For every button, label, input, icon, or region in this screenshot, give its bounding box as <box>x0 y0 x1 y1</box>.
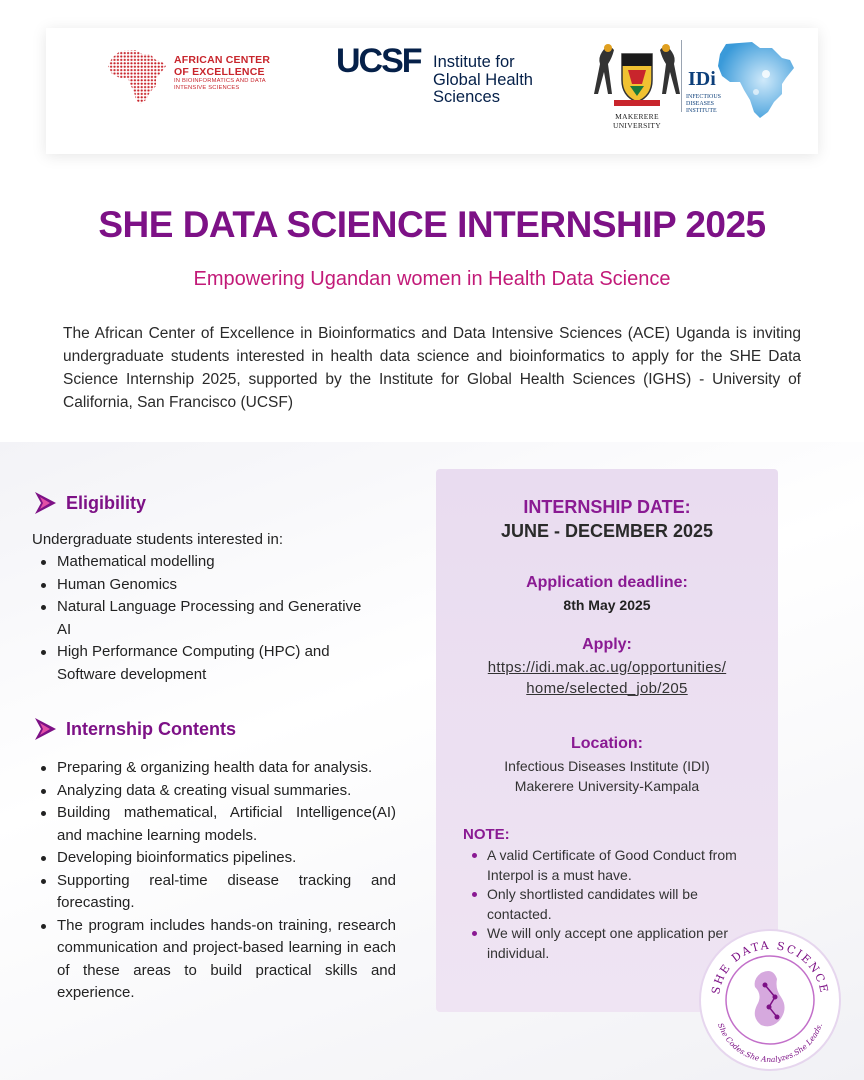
list-item: We will only accept one application per individual. <box>469 924 759 963</box>
apply-link-line-1[interactable]: https://idi.mak.ac.ug/opportunities/ <box>487 659 727 676</box>
location-label: Location: <box>571 735 643 752</box>
page-subtitle: Empowering Ugandan women in Health Data Science <box>193 268 671 290</box>
she-data-science-badge-icon <box>695 925 845 1075</box>
makerere-caption: MAKERERE UNIVERSITY <box>613 112 661 130</box>
list-item: Mathematical modelling <box>37 551 377 574</box>
idi-caption-line-1: INFECTIOUS <box>686 94 722 100</box>
contents-list <box>37 757 396 1005</box>
idi-logo <box>686 40 796 120</box>
ace-name-line-1: AFRICAN CENTER <box>174 54 271 66</box>
page-title: SHE DATA SCIENCE INTERNSHIP 2025 <box>98 204 766 245</box>
contents-heading <box>32 716 236 742</box>
eligibility-title: Eligibility <box>66 492 147 513</box>
makerere-logo <box>592 40 682 130</box>
badge-top-text: SHE DATA SCIENCE <box>709 938 831 996</box>
deadline-value: 8th May 2025 <box>563 597 651 613</box>
note-label: NOTE: <box>463 826 510 843</box>
deadline-label: Application deadline: <box>526 574 688 591</box>
eligibility-heading <box>32 490 146 516</box>
internship-date-value: JUNE - DECEMBER 2025 <box>500 521 714 541</box>
ucsf-text-line-1: Institute for <box>433 53 515 71</box>
list-item: Natural Language Processing and Generative AI <box>37 596 377 641</box>
list-item: A valid Certificate of Good Conduct from Interpol is a must have. <box>469 846 759 885</box>
she-data-science-badge <box>695 925 845 1075</box>
partner-logos <box>46 28 818 154</box>
location-line-1: Infectious Diseases Institute (IDI) <box>504 758 710 774</box>
intro-paragraph: The African Center of Excellence in Bioinformatics and Data Intensive Sciences (ACE) Uganda is inviting undergraduate students interested in health data science and bioinformatics to apply for the SHE Data Science Internship 2025, supported by the Institute for Global Health Sciences (IGHS) - University of California, San Francisco (UCSF) <box>63 325 801 411</box>
ace-name-line-3: IN BIOINFORMATICS AND DATA <box>174 78 266 84</box>
arrow-right-icon <box>32 490 58 516</box>
ace-name-line-2: OF EXCELLENCE <box>174 66 265 78</box>
location-line-2: Makerere University-Kampala <box>514 778 700 794</box>
idi-wordmark: IDi <box>688 68 716 90</box>
badge-bottom-text: She Codes.She Analyzes.She Leads. <box>715 1021 825 1065</box>
list-item: Building mathematical, Artificial Intelligence(AI) and machine learning models. <box>37 802 396 847</box>
ucsf-text-line-2: Global Health <box>433 70 533 89</box>
internship-date-label: INTERNSHIP DATE: <box>523 497 691 517</box>
arrow-right-icon <box>32 716 58 742</box>
list-item: Human Genomics <box>37 574 377 597</box>
eligibility-list <box>37 551 377 686</box>
ucsf-logo <box>336 42 566 122</box>
idi-caption-line-2: DISEASES <box>686 101 715 107</box>
contents-title: Internship Contents <box>66 718 236 739</box>
ace-logo <box>106 48 286 108</box>
list-item: Only shortlisted candidates will be contacted. <box>469 885 759 924</box>
makerere-crest-icon <box>592 40 682 112</box>
list-item: Developing bioinformatics pipelines. <box>37 847 396 870</box>
list-item: The program includes hands-on training, research communication and project-based learning in each of these areas to build practical skills and experience. <box>37 915 396 1005</box>
logo-divider <box>681 40 682 112</box>
idi-caption <box>686 94 721 115</box>
list-item: Supporting real-time disease tracking and forecasting. <box>37 870 396 915</box>
ace-name-line-4: INTENSIVE SCIENCES <box>174 85 240 91</box>
list-item: Analyzing data & creating visual summaries. <box>37 780 396 803</box>
apply-link[interactable] <box>436 657 778 699</box>
ucsf-text-line-3: Sciences <box>433 88 500 106</box>
idi-caption-line-3: INSTITUTE <box>686 108 717 114</box>
list-item: High Performance Computing (HPC) and Software development <box>37 641 377 686</box>
africa-dotted-map-icon <box>106 48 168 106</box>
eligibility-intro: Undergraduate students interested in: <box>32 531 283 548</box>
list-item: Preparing & organizing health data for analysis. <box>37 757 396 780</box>
apply-link-line-2[interactable]: home/selected_job/205 <box>526 680 688 697</box>
apply-label: Apply: <box>582 636 632 653</box>
ucsf-wordmark: UCSF <box>336 42 421 80</box>
